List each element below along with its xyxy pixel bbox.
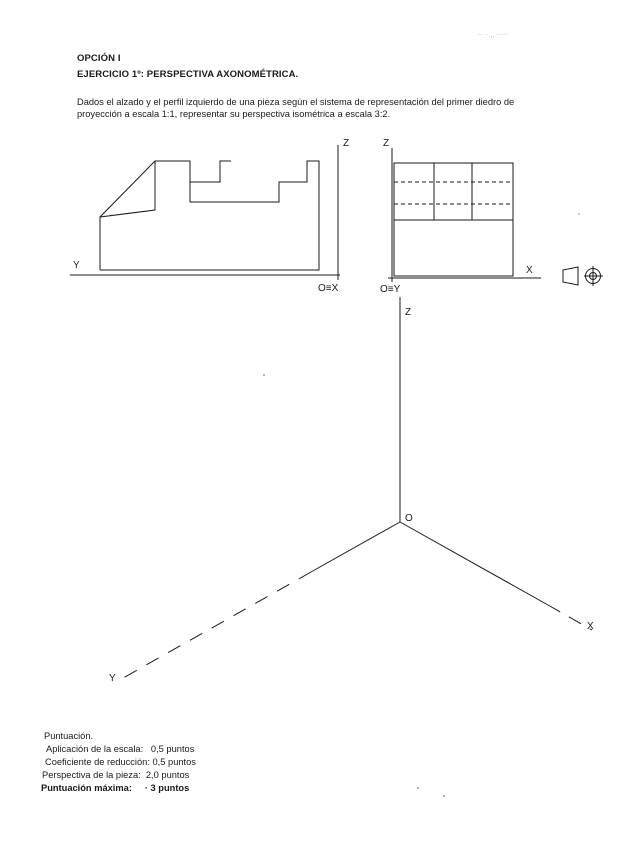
scoring-max (41, 782, 196, 795)
scoring-item-value: 2,0 puntos (145, 770, 190, 780)
scoring-item-label: Coeficiente de reducción: (45, 757, 150, 767)
profile-view (388, 148, 541, 282)
scoring-item-label: Perspectiva de la pieza: (42, 770, 141, 780)
faint-stamp: ·· · ,,····· (478, 30, 509, 39)
profile-z-label: Z (383, 138, 390, 149)
iso-x-axis-dashed (548, 605, 592, 630)
elevation-outline-right (100, 161, 319, 270)
iso-y-axis-dashed (116, 572, 311, 682)
exercise-title: EJERCICIO 1º: PERSPECTIVA AXONOMÉTRICA. (77, 69, 299, 80)
elevation-outline-left (100, 161, 231, 270)
statement-line-1: Dados el alzado y el perfil izquierdo de una pieza según el sistema de representación del primer diedro de (77, 97, 515, 107)
scoring-title: Puntuación. (44, 731, 94, 741)
scoring-max-value: · 3 puntos (144, 783, 190, 793)
scoring-item (44, 756, 196, 769)
scoring-item-value: 0,5 puntos (152, 757, 196, 767)
elevation-z-label: Z (343, 138, 350, 149)
first-angle-projection-icon (563, 266, 603, 286)
iso-origin-label: O (405, 513, 413, 524)
scoring-item (44, 743, 196, 756)
scoring-item (42, 769, 196, 782)
statement-line-2: proyección a escala 1:1, representar su perspectiva isométrica a escala 3:2. (77, 109, 391, 119)
profile-x-label: X (526, 265, 533, 276)
scoring-item-value: 0,5 puntos (150, 744, 195, 754)
elevation-y-label: Y (73, 260, 80, 271)
isometric-axes (116, 297, 592, 682)
option-title: OPCIÓN I (77, 53, 121, 64)
scoring-max-label: Puntuación máxima: (41, 783, 132, 793)
scoring-block (41, 730, 196, 795)
scoring-item-label: Aplicación de la escala: (46, 744, 144, 754)
iso-y-axis-solid (311, 522, 400, 572)
iso-x-label: X (587, 621, 594, 632)
iso-x-axis-solid (400, 522, 548, 605)
iso-z-label: Z (405, 307, 412, 318)
iso-y-label: Y (109, 673, 116, 684)
elevation-view (70, 145, 340, 280)
elevation-origin-label: O≡X (318, 283, 339, 294)
profile-origin-label: O≡Y (380, 284, 401, 295)
